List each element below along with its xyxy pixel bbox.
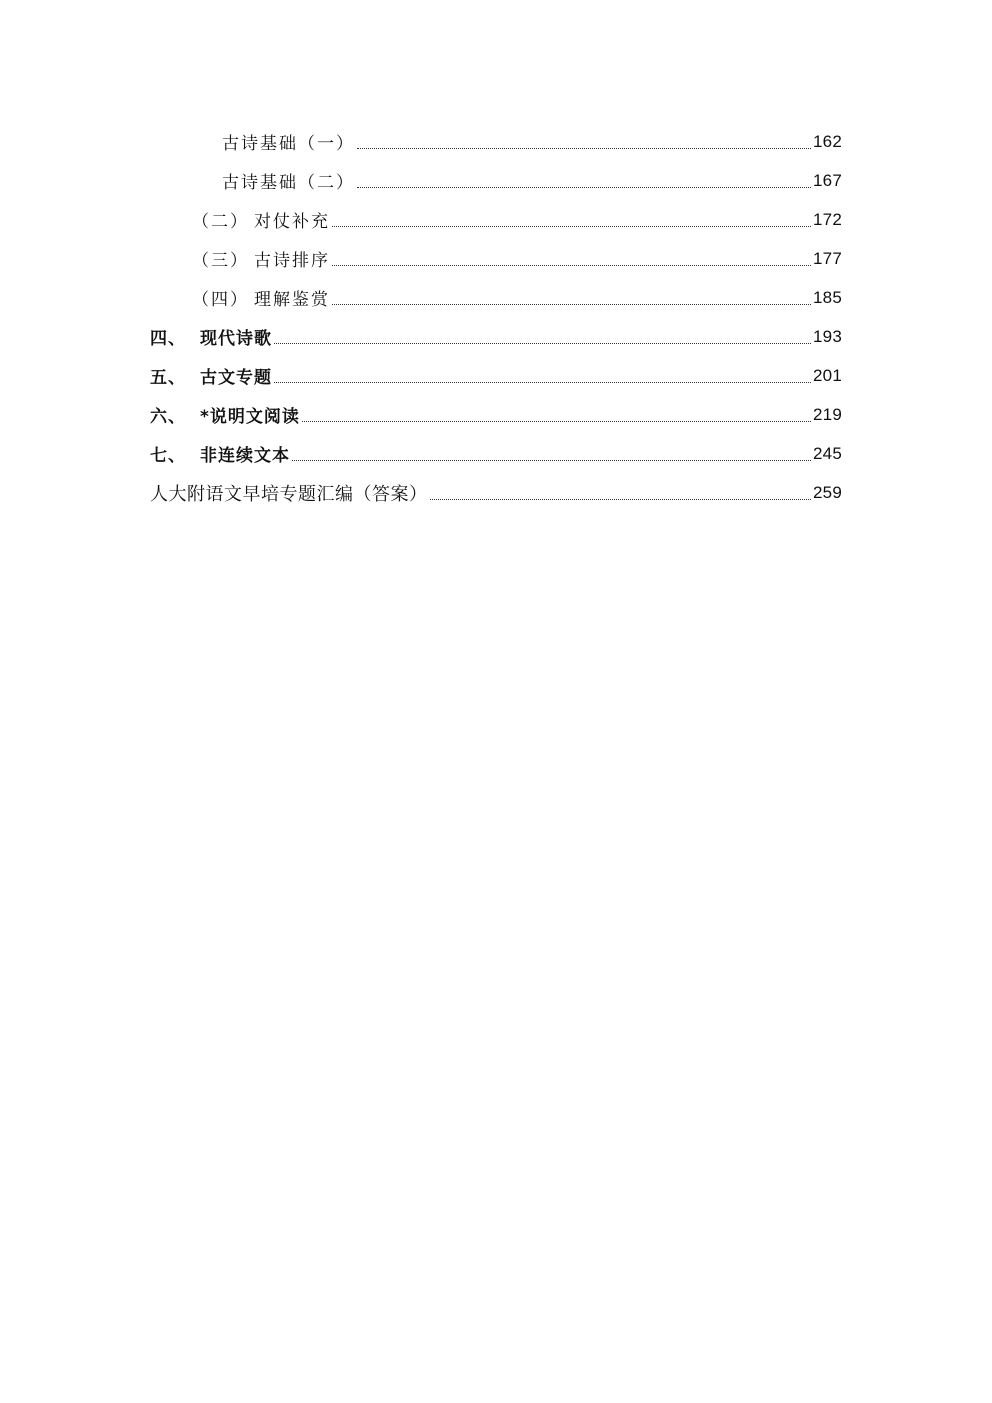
toc-entry[interactable] — [150, 356, 842, 395]
toc-entry-page: 193 — [813, 326, 842, 346]
dot-leader — [430, 499, 812, 500]
toc-entry-number: （二） — [192, 212, 249, 232]
toc-entry-page: 185 — [813, 287, 842, 307]
dot-leader — [292, 460, 811, 461]
toc-entry[interactable] — [150, 122, 842, 161]
toc-entry[interactable] — [150, 278, 842, 317]
toc-entry-title: 古诗排序 — [254, 251, 330, 271]
dot-leader — [302, 421, 811, 422]
toc-entry[interactable] — [150, 161, 842, 200]
toc-entry-title: 古诗基础（一） — [222, 134, 355, 154]
toc-entry-title: 现代诗歌 — [200, 329, 272, 349]
toc-entry-title: 古文专题 — [200, 368, 272, 388]
toc-entry[interactable] — [150, 317, 842, 356]
toc-entry-title: *说明文阅读 — [200, 407, 300, 427]
dot-leader — [274, 382, 811, 383]
toc-entry-page: 172 — [813, 209, 842, 229]
toc-entry[interactable] — [150, 473, 842, 512]
toc-entry-title: 理解鉴赏 — [254, 290, 330, 310]
toc-entry-title: 人大附语文早培专题汇编（答案） — [150, 483, 428, 505]
toc-entry[interactable] — [150, 200, 842, 239]
toc-entry-title: 古诗基础（二） — [222, 173, 355, 193]
dot-leader — [274, 343, 811, 344]
toc-entry[interactable] — [150, 239, 842, 278]
toc-entry[interactable] — [150, 434, 842, 473]
toc-entry-page: 167 — [813, 170, 842, 190]
toc-entry-number: 五、 — [150, 368, 186, 388]
toc-entry-page: 245 — [813, 443, 842, 463]
toc-entry-title: 非连续文本 — [200, 446, 290, 466]
dot-leader — [332, 226, 811, 227]
toc-entry-page: 219 — [813, 404, 842, 424]
toc-entry-number: （三） — [192, 251, 249, 271]
toc-entry-number: 七、 — [150, 446, 186, 466]
dot-leader — [357, 187, 811, 188]
toc-entry[interactable] — [150, 395, 842, 434]
toc-entry-number: 六、 — [150, 407, 186, 427]
toc-entry-page: 162 — [813, 131, 842, 151]
toc-entry-title: 对仗补充 — [254, 212, 330, 232]
toc-entry-page: 177 — [813, 248, 842, 268]
toc-entry-number: （四） — [192, 290, 249, 310]
toc-entry-page: 201 — [813, 365, 842, 385]
toc-entry-page: 259 — [813, 482, 842, 502]
dot-leader — [332, 304, 811, 305]
dot-leader — [357, 148, 811, 149]
toc-entry-number: 四、 — [150, 329, 186, 349]
dot-leader — [332, 265, 811, 266]
table-of-contents — [150, 122, 842, 512]
